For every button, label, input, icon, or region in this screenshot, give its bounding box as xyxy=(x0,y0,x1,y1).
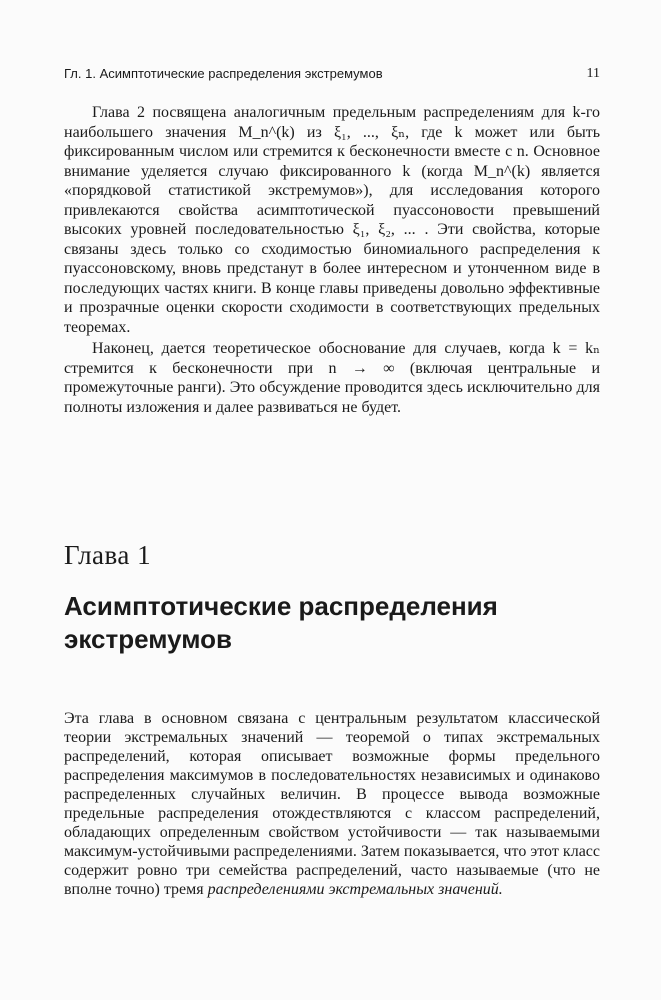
chapter-label: Глава 1 xyxy=(64,540,152,570)
abstract-emphasis: распределениями экстремальных значений. xyxy=(207,881,503,898)
running-head xyxy=(64,66,600,82)
intro-paragraph-1: Глава 2 посвящена аналогичным предельным распределениям для k-го наибольшего значения M_n^(k) из ξ₁, ..., ξₙ, где k может или быть фиксированным числом или стремится к бесконечности вместе с n. Основное внимание уделяется случаю фиксированного k (когда M_n^(k) является «порядковой статистикой экстремумов»), для исследования которого привлекаются свойства асимптотической пуассоновости превышений высоких уровней последовательностью ξ₁, ξ₂, ... . Эти свойства, которые связаны здесь только со сходимостью биномиального распределения к пуассоновскому, вновь предстанут в более интересном и утонченном виде в последующих частях книги. В конце главы приведены довольно эффективные и прозрачные оценки скорости сходимости в соответствующих предельных теоремах. xyxy=(64,104,600,336)
abstract-text: Эта глава в основном связана с центральным результатом классической теории экстремальных значений — теоремой о типах экстремальных распределений, которая описывает возможные формы предельного распределения максимумов в последовательностях независимых и одинаково распределенных случайных величин. В процессе вывода возможные предельные распределения отождествляются с классом распределений, обладающих определенным свойством устойчивости — так называемыми максимум-устойчивыми распределениями. Затем показывается, что этот класс содержит ровно три семейства распределений, часто называемые (что не вполне точно) тремя xyxy=(64,710,600,898)
intro-text xyxy=(64,103,600,417)
running-head-title: Гл. 1. Асимптотические распределения экстремумов xyxy=(64,66,383,81)
intro-paragraph-2: Наконец, дается теоретическое обоснование для случаев, когда k = kₙ стремится к бесконечности при n → ∞ (включая центральные и промежуточные ранги). Это обсуждение проводится здесь исключительно для полноты изложения и далее развиваться не будет. xyxy=(64,340,600,416)
chapter-abstract xyxy=(64,709,600,899)
abstract-paragraph xyxy=(64,709,600,899)
page-number: 11 xyxy=(586,66,600,81)
chapter-title: Асимптотические распределения экстремумов xyxy=(64,591,498,654)
